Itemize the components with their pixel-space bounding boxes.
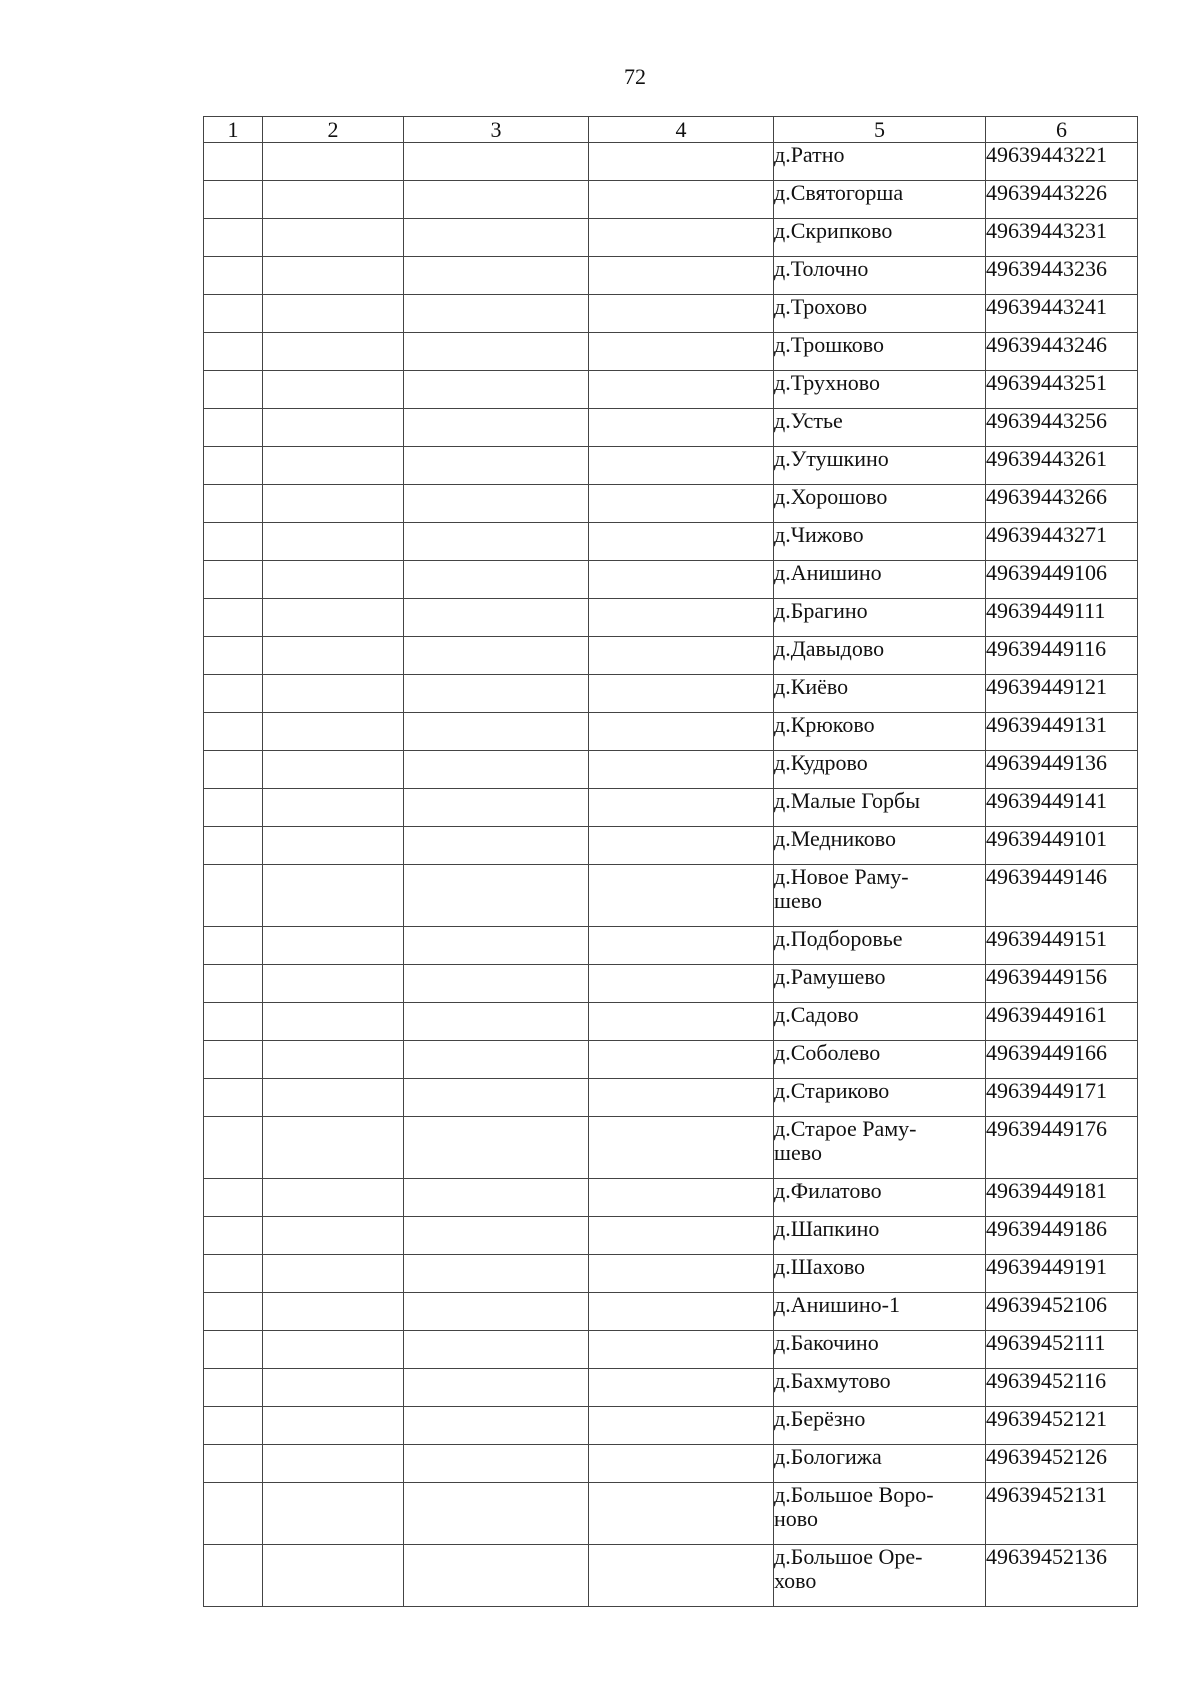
empty-cell-col-3 xyxy=(404,1079,589,1117)
empty-cell-col-3 xyxy=(404,1041,589,1079)
empty-cell-col-1 xyxy=(204,1003,263,1041)
empty-cell-col-3 xyxy=(404,333,589,371)
empty-cell-col-3 xyxy=(404,1293,589,1331)
empty-cell-col-4 xyxy=(589,295,774,333)
empty-cell-col-4 xyxy=(589,1041,774,1079)
empty-cell-col-4 xyxy=(589,789,774,827)
empty-cell-col-2 xyxy=(263,1293,404,1331)
empty-cell-col-4 xyxy=(589,1545,774,1607)
table-row xyxy=(204,1483,1138,1545)
empty-cell-col-3 xyxy=(404,1407,589,1445)
table-row xyxy=(204,295,1138,333)
table-row xyxy=(204,219,1138,257)
empty-cell-col-4 xyxy=(589,523,774,561)
empty-cell-col-1 xyxy=(204,1545,263,1607)
empty-cell-col-3 xyxy=(404,1003,589,1041)
settlement-name-cell: д.Трухново xyxy=(774,371,986,409)
empty-cell-col-3 xyxy=(404,637,589,675)
empty-cell-col-3 xyxy=(404,523,589,561)
empty-cell-col-4 xyxy=(589,371,774,409)
empty-cell-col-2 xyxy=(263,1445,404,1483)
settlement-code-cell: 49639449156 xyxy=(986,965,1138,1003)
settlement-name-cell: д.Анишино xyxy=(774,561,986,599)
settlement-name-cell: д.Новое Раму- шево xyxy=(774,865,986,927)
settlement-code-cell: 49639449131 xyxy=(986,713,1138,751)
empty-cell-col-2 xyxy=(263,181,404,219)
table-row xyxy=(204,637,1138,675)
settlement-code-cell: 49639443271 xyxy=(986,523,1138,561)
table-row xyxy=(204,485,1138,523)
empty-cell-col-1 xyxy=(204,561,263,599)
settlement-name-cell: д.Бакочино xyxy=(774,1331,986,1369)
table-row xyxy=(204,789,1138,827)
settlement-name-cell: д.Кудрово xyxy=(774,751,986,789)
settlement-code-cell: 49639449106 xyxy=(986,561,1138,599)
empty-cell-col-3 xyxy=(404,1217,589,1255)
empty-cell-col-4 xyxy=(589,219,774,257)
empty-cell-col-2 xyxy=(263,637,404,675)
settlement-name-cell: д.Трохово xyxy=(774,295,986,333)
settlement-name-cell: д.Соболево xyxy=(774,1041,986,1079)
empty-cell-col-2 xyxy=(263,1179,404,1217)
settlement-name-cell: д.Хорошово xyxy=(774,485,986,523)
empty-cell-col-2 xyxy=(263,1117,404,1179)
empty-cell-col-3 xyxy=(404,1255,589,1293)
empty-cell-col-2 xyxy=(263,371,404,409)
table-row xyxy=(204,713,1138,751)
empty-cell-col-2 xyxy=(263,1217,404,1255)
table-row xyxy=(204,1293,1138,1331)
empty-cell-col-1 xyxy=(204,965,263,1003)
settlement-name-cell: д.Стариково xyxy=(774,1079,986,1117)
empty-cell-col-3 xyxy=(404,1179,589,1217)
empty-cell-col-3 xyxy=(404,599,589,637)
table-header-row xyxy=(204,117,1138,143)
empty-cell-col-1 xyxy=(204,1079,263,1117)
empty-cell-col-3 xyxy=(404,865,589,927)
settlement-code-cell: 49639452116 xyxy=(986,1369,1138,1407)
empty-cell-col-4 xyxy=(589,751,774,789)
empty-cell-col-1 xyxy=(204,1217,263,1255)
settlement-name-cell: д.Старое Раму- шево xyxy=(774,1117,986,1179)
settlement-name-cell: д.Шапкино xyxy=(774,1217,986,1255)
settlement-name-cell: д.Бологижа xyxy=(774,1445,986,1483)
settlement-code-cell: 49639449171 xyxy=(986,1079,1138,1117)
empty-cell-col-3 xyxy=(404,789,589,827)
settlement-code-cell: 49639443241 xyxy=(986,295,1138,333)
settlement-name-cell: д.Устье xyxy=(774,409,986,447)
empty-cell-col-4 xyxy=(589,1217,774,1255)
empty-cell-col-4 xyxy=(589,1255,774,1293)
empty-cell-col-1 xyxy=(204,675,263,713)
empty-cell-col-3 xyxy=(404,1117,589,1179)
empty-cell-col-4 xyxy=(589,1483,774,1545)
settlement-name-cell: д.Большое Воро- ново xyxy=(774,1483,986,1545)
table-row xyxy=(204,523,1138,561)
empty-cell-col-2 xyxy=(263,1545,404,1607)
settlement-name-cell: д.Садово xyxy=(774,1003,986,1041)
empty-cell-col-4 xyxy=(589,865,774,927)
empty-cell-col-2 xyxy=(263,1407,404,1445)
empty-cell-col-2 xyxy=(263,1079,404,1117)
settlement-code-cell: 49639449121 xyxy=(986,675,1138,713)
empty-cell-col-2 xyxy=(263,143,404,181)
settlement-code-cell: 49639449116 xyxy=(986,637,1138,675)
empty-cell-col-1 xyxy=(204,927,263,965)
settlement-name-cell: д.Филатово xyxy=(774,1179,986,1217)
empty-cell-col-2 xyxy=(263,865,404,927)
empty-cell-col-4 xyxy=(589,1293,774,1331)
table-row xyxy=(204,1369,1138,1407)
empty-cell-col-3 xyxy=(404,965,589,1003)
table-row xyxy=(204,1003,1138,1041)
column-header-5: 5 xyxy=(774,117,986,143)
empty-cell-col-1 xyxy=(204,1331,263,1369)
table-row xyxy=(204,181,1138,219)
empty-cell-col-1 xyxy=(204,1179,263,1217)
settlement-code-cell: 49639449111 xyxy=(986,599,1138,637)
empty-cell-col-1 xyxy=(204,827,263,865)
empty-cell-col-3 xyxy=(404,143,589,181)
empty-cell-col-2 xyxy=(263,675,404,713)
table-row xyxy=(204,1179,1138,1217)
empty-cell-col-2 xyxy=(263,1483,404,1545)
table-row xyxy=(204,1079,1138,1117)
empty-cell-col-1 xyxy=(204,447,263,485)
empty-cell-col-2 xyxy=(263,751,404,789)
empty-cell-col-1 xyxy=(204,1117,263,1179)
empty-cell-col-1 xyxy=(204,409,263,447)
table-row xyxy=(204,1217,1138,1255)
settlement-name-cell: д.Скрипково xyxy=(774,219,986,257)
settlement-code-cell: 49639452136 xyxy=(986,1545,1138,1607)
empty-cell-col-4 xyxy=(589,675,774,713)
empty-cell-col-3 xyxy=(404,447,589,485)
empty-cell-col-4 xyxy=(589,1369,774,1407)
empty-cell-col-1 xyxy=(204,257,263,295)
settlement-name-cell: д.Крюково xyxy=(774,713,986,751)
table-row xyxy=(204,1117,1138,1179)
settlement-code-cell: 49639443246 xyxy=(986,333,1138,371)
empty-cell-col-4 xyxy=(589,827,774,865)
empty-cell-col-1 xyxy=(204,1445,263,1483)
empty-cell-col-3 xyxy=(404,485,589,523)
empty-cell-col-3 xyxy=(404,1545,589,1607)
empty-cell-col-2 xyxy=(263,789,404,827)
empty-cell-col-1 xyxy=(204,485,263,523)
table-body xyxy=(204,143,1138,1607)
empty-cell-col-4 xyxy=(589,181,774,219)
settlement-name-cell: д.Подборовье xyxy=(774,927,986,965)
empty-cell-col-4 xyxy=(589,1445,774,1483)
settlement-name-cell: д.Брагино xyxy=(774,599,986,637)
settlement-code-cell: 49639443266 xyxy=(986,485,1138,523)
empty-cell-col-2 xyxy=(263,333,404,371)
empty-cell-col-4 xyxy=(589,143,774,181)
settlements-table xyxy=(203,116,1138,1607)
empty-cell-col-1 xyxy=(204,1255,263,1293)
settlement-name-cell: д.Шахово xyxy=(774,1255,986,1293)
empty-cell-col-4 xyxy=(589,333,774,371)
empty-cell-col-4 xyxy=(589,637,774,675)
empty-cell-col-2 xyxy=(263,447,404,485)
table-row xyxy=(204,1255,1138,1293)
table-row xyxy=(204,409,1138,447)
empty-cell-col-1 xyxy=(204,219,263,257)
empty-cell-col-2 xyxy=(263,485,404,523)
empty-cell-col-2 xyxy=(263,713,404,751)
settlement-code-cell: 49639449186 xyxy=(986,1217,1138,1255)
settlement-name-cell: д.Чижово xyxy=(774,523,986,561)
empty-cell-col-3 xyxy=(404,409,589,447)
empty-cell-col-2 xyxy=(263,927,404,965)
empty-cell-col-3 xyxy=(404,1369,589,1407)
table-row xyxy=(204,333,1138,371)
table-row xyxy=(204,865,1138,927)
empty-cell-col-4 xyxy=(589,1003,774,1041)
empty-cell-col-3 xyxy=(404,219,589,257)
settlement-code-cell: 49639443251 xyxy=(986,371,1138,409)
settlement-code-cell: 49639452121 xyxy=(986,1407,1138,1445)
table-row xyxy=(204,1407,1138,1445)
empty-cell-col-1 xyxy=(204,143,263,181)
empty-cell-col-1 xyxy=(204,1407,263,1445)
settlement-name-cell: д.Анишино-1 xyxy=(774,1293,986,1331)
settlement-name-cell: д.Трошково xyxy=(774,333,986,371)
empty-cell-col-1 xyxy=(204,713,263,751)
settlement-code-cell: 49639449141 xyxy=(986,789,1138,827)
empty-cell-col-4 xyxy=(589,1179,774,1217)
empty-cell-col-2 xyxy=(263,219,404,257)
empty-cell-col-4 xyxy=(589,599,774,637)
settlement-name-cell: д.Берёзно xyxy=(774,1407,986,1445)
empty-cell-col-2 xyxy=(263,1369,404,1407)
empty-cell-col-1 xyxy=(204,295,263,333)
table-row xyxy=(204,599,1138,637)
empty-cell-col-4 xyxy=(589,409,774,447)
empty-cell-col-4 xyxy=(589,257,774,295)
empty-cell-col-1 xyxy=(204,865,263,927)
empty-cell-col-4 xyxy=(589,561,774,599)
empty-cell-col-4 xyxy=(589,447,774,485)
settlement-code-cell: 49639443256 xyxy=(986,409,1138,447)
empty-cell-col-2 xyxy=(263,599,404,637)
empty-cell-col-3 xyxy=(404,1483,589,1545)
table-row xyxy=(204,257,1138,295)
settlement-code-cell: 49639449191 xyxy=(986,1255,1138,1293)
settlement-name-cell: д.Рамушево xyxy=(774,965,986,1003)
settlement-code-cell: 49639449176 xyxy=(986,1117,1138,1179)
empty-cell-col-2 xyxy=(263,561,404,599)
settlement-code-cell: 49639449161 xyxy=(986,1003,1138,1041)
settlement-name-cell: д.Святогорша xyxy=(774,181,986,219)
empty-cell-col-1 xyxy=(204,1369,263,1407)
settlement-code-cell: 49639443231 xyxy=(986,219,1138,257)
empty-cell-col-2 xyxy=(263,1255,404,1293)
empty-cell-col-3 xyxy=(404,751,589,789)
empty-cell-col-1 xyxy=(204,789,263,827)
settlement-code-cell: 49639449151 xyxy=(986,927,1138,965)
settlement-name-cell: д.Ратно xyxy=(774,143,986,181)
table-row xyxy=(204,561,1138,599)
column-header-4: 4 xyxy=(589,117,774,143)
settlement-code-cell: 49639443226 xyxy=(986,181,1138,219)
empty-cell-col-3 xyxy=(404,827,589,865)
empty-cell-col-3 xyxy=(404,1445,589,1483)
empty-cell-col-2 xyxy=(263,295,404,333)
empty-cell-col-4 xyxy=(589,713,774,751)
empty-cell-col-4 xyxy=(589,1079,774,1117)
empty-cell-col-1 xyxy=(204,637,263,675)
empty-cell-col-1 xyxy=(204,181,263,219)
empty-cell-col-1 xyxy=(204,1041,263,1079)
empty-cell-col-2 xyxy=(263,409,404,447)
empty-cell-col-3 xyxy=(404,927,589,965)
table-row xyxy=(204,827,1138,865)
settlement-code-cell: 49639443236 xyxy=(986,257,1138,295)
settlement-code-cell: 49639449181 xyxy=(986,1179,1138,1217)
empty-cell-col-3 xyxy=(404,257,589,295)
column-header-2: 2 xyxy=(263,117,404,143)
empty-cell-col-4 xyxy=(589,1407,774,1445)
empty-cell-col-2 xyxy=(263,827,404,865)
empty-cell-col-2 xyxy=(263,1041,404,1079)
empty-cell-col-4 xyxy=(589,485,774,523)
empty-cell-col-1 xyxy=(204,1483,263,1545)
empty-cell-col-3 xyxy=(404,713,589,751)
empty-cell-col-2 xyxy=(263,1331,404,1369)
empty-cell-col-4 xyxy=(589,927,774,965)
column-header-6: 6 xyxy=(986,117,1138,143)
empty-cell-col-2 xyxy=(263,257,404,295)
settlement-name-cell: д.Утушкино xyxy=(774,447,986,485)
empty-cell-col-1 xyxy=(204,1293,263,1331)
empty-cell-col-3 xyxy=(404,181,589,219)
settlement-code-cell: 49639452106 xyxy=(986,1293,1138,1331)
settlement-code-cell: 49639443261 xyxy=(986,447,1138,485)
settlement-code-cell: 49639452126 xyxy=(986,1445,1138,1483)
settlement-code-cell: 49639452131 xyxy=(986,1483,1138,1545)
empty-cell-col-4 xyxy=(589,965,774,1003)
empty-cell-col-1 xyxy=(204,523,263,561)
table-row xyxy=(204,751,1138,789)
empty-cell-col-3 xyxy=(404,371,589,409)
empty-cell-col-1 xyxy=(204,599,263,637)
settlement-name-cell: д.Большое Оре- хово xyxy=(774,1545,986,1607)
settlement-name-cell: д.Медниково xyxy=(774,827,986,865)
empty-cell-col-2 xyxy=(263,523,404,561)
settlement-code-cell: 49639449146 xyxy=(986,865,1138,927)
page-number: 72 xyxy=(624,64,646,89)
table-row xyxy=(204,143,1138,181)
table-row xyxy=(204,1545,1138,1607)
empty-cell-col-1 xyxy=(204,333,263,371)
settlement-code-cell: 49639452111 xyxy=(986,1331,1138,1369)
column-header-3: 3 xyxy=(404,117,589,143)
empty-cell-col-3 xyxy=(404,561,589,599)
settlement-code-cell: 49639443221 xyxy=(986,143,1138,181)
empty-cell-col-3 xyxy=(404,295,589,333)
table-row xyxy=(204,927,1138,965)
settlement-name-cell: д.Бахмутово xyxy=(774,1369,986,1407)
empty-cell-col-1 xyxy=(204,371,263,409)
table-row xyxy=(204,371,1138,409)
table-row xyxy=(204,447,1138,485)
empty-cell-col-2 xyxy=(263,965,404,1003)
empty-cell-col-4 xyxy=(589,1117,774,1179)
empty-cell-col-4 xyxy=(589,1331,774,1369)
column-header-1: 1 xyxy=(204,117,263,143)
table-row xyxy=(204,965,1138,1003)
table-row xyxy=(204,675,1138,713)
empty-cell-col-3 xyxy=(404,1331,589,1369)
settlement-name-cell: д.Давыдово xyxy=(774,637,986,675)
empty-cell-col-1 xyxy=(204,751,263,789)
settlement-name-cell: д.Малые Горбы xyxy=(774,789,986,827)
empty-cell-col-3 xyxy=(404,675,589,713)
table-row xyxy=(204,1041,1138,1079)
settlement-name-cell: д.Толочно xyxy=(774,257,986,295)
settlement-code-cell: 49639449136 xyxy=(986,751,1138,789)
table-row xyxy=(204,1445,1138,1483)
table-row xyxy=(204,1331,1138,1369)
settlement-code-cell: 49639449166 xyxy=(986,1041,1138,1079)
settlement-name-cell: д.Киёво xyxy=(774,675,986,713)
settlement-code-cell: 49639449101 xyxy=(986,827,1138,865)
empty-cell-col-2 xyxy=(263,1003,404,1041)
